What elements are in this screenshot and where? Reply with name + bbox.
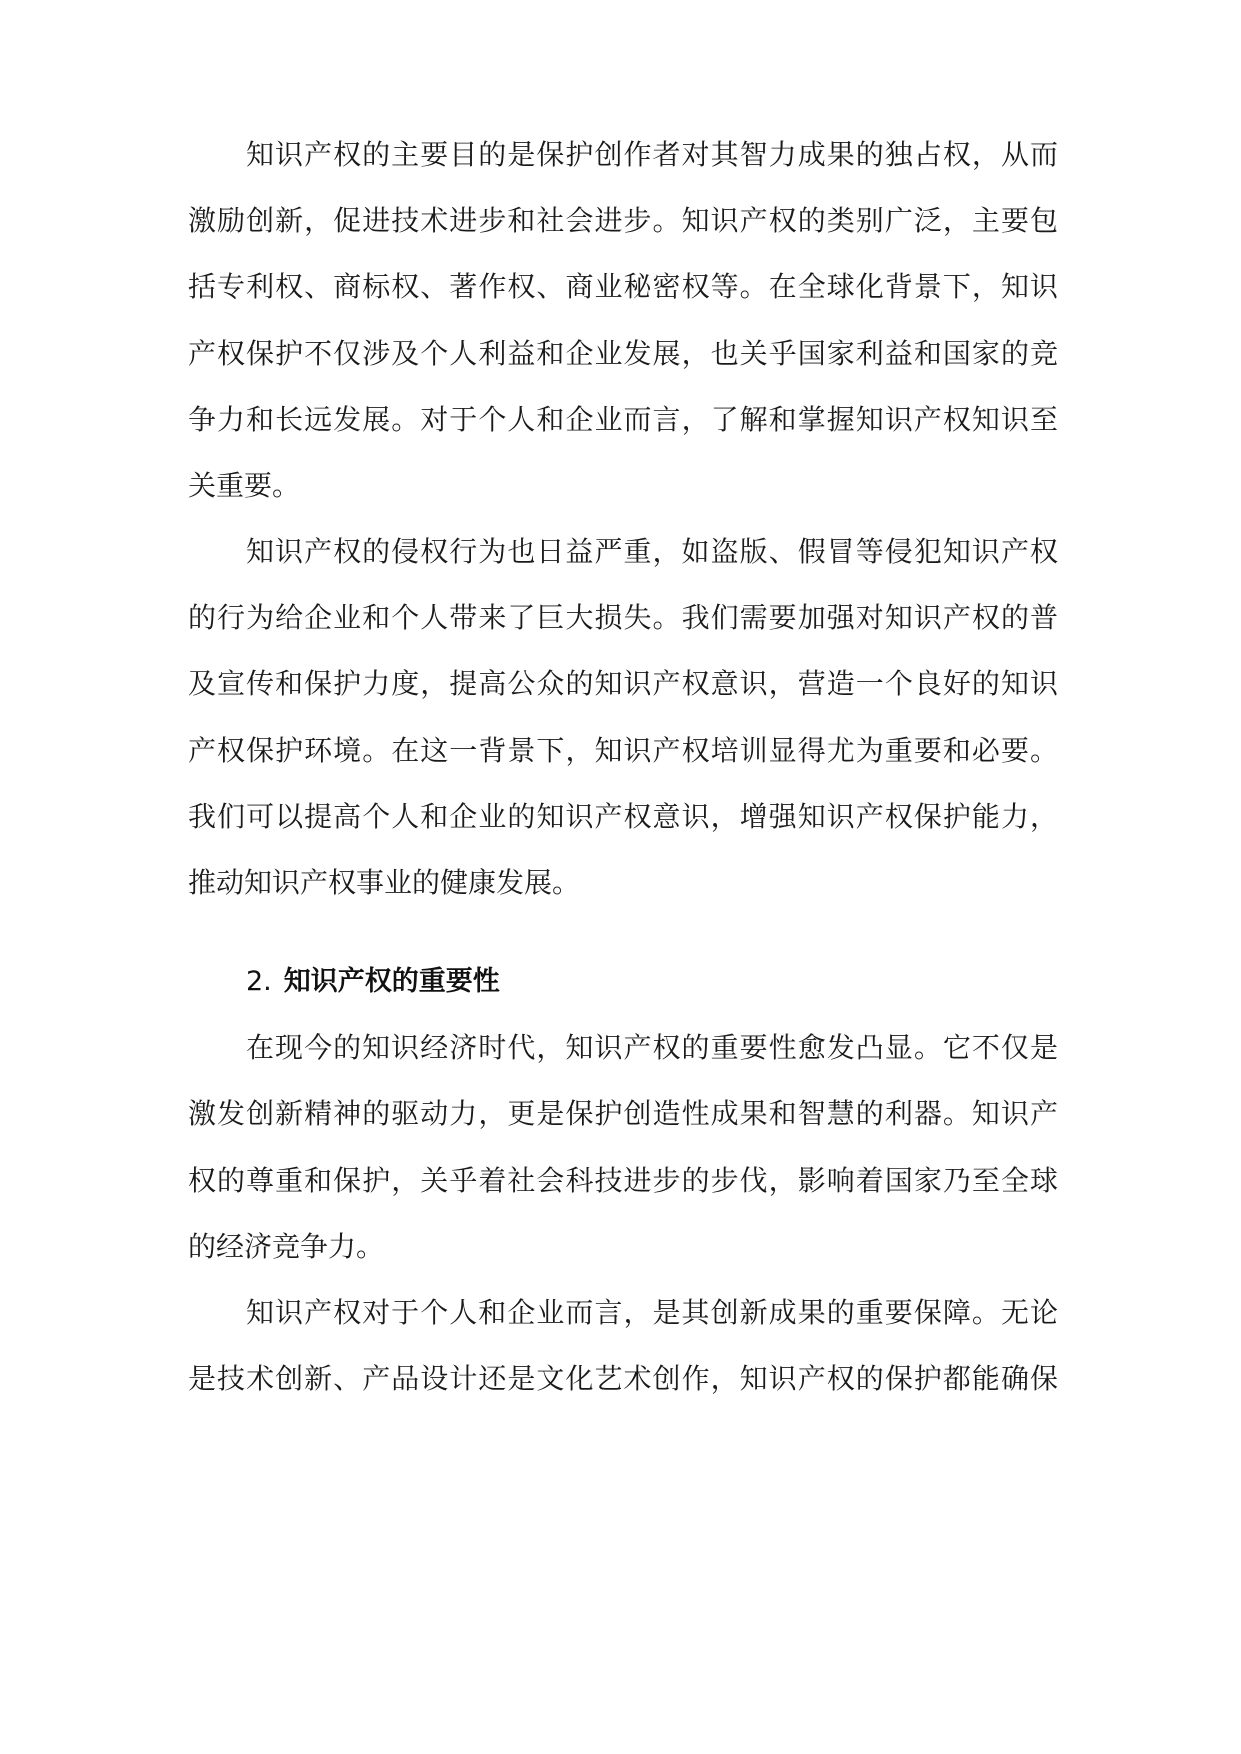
paragraph-2-line-4: 产权保护环境。在这一背景下，知识产权培训显得尤为重要和必要。 <box>188 734 1058 767</box>
paragraph-2-line-6: 推动知识产权事业的健康发展。 <box>188 866 581 899</box>
paragraph-2-line-1: 知识产权的侵权行为也日益严重，如盗版、假冒等侵犯知识产权 <box>246 535 1058 568</box>
section-paragraph-2-line-2: 是技术创新、产品设计还是文化艺术创作，知识产权的保护都能确保 <box>188 1362 1058 1395</box>
paragraph-1-line-2: 激励创新，促进技术进步和社会进步。知识产权的类别广泛，主要包 <box>188 204 1058 237</box>
paragraph-1-line-6: 关重要。 <box>188 469 301 502</box>
paragraph-2-line-3: 及宣传和保护力度，提高公众的知识产权意识，营造一个良好的知识 <box>188 667 1058 700</box>
section-heading <box>246 962 500 1002</box>
paragraph-2-line-2: 的行为给企业和个人带来了巨大损失。我们需要加强对知识产权的普 <box>188 601 1058 634</box>
section-paragraph-2-line-1: 知识产权对于个人和企业而言，是其创新成果的重要保障。无论 <box>246 1296 1058 1329</box>
paragraph-2-line-5: 我们可以提高个人和企业的知识产权意识，增强知识产权保护能力， <box>188 800 1058 833</box>
paragraph-1-line-5: 争力和长远发展。对于个人和企业而言，了解和掌握知识产权知识至 <box>188 403 1058 436</box>
section-paragraph-1-line-1: 在现今的知识经济时代，知识产权的重要性愈发凸显。它不仅是 <box>246 1031 1058 1064</box>
paragraph-1-line-1: 知识产权的主要目的是保护创作者对其智力成果的独占权，从而 <box>246 138 1058 171</box>
paragraph-1-line-4: 产权保护不仅涉及个人利益和企业发展，也关乎国家利益和国家的竞 <box>188 337 1058 370</box>
section-title: 知识产权的重要性 <box>283 966 500 997</box>
paragraph-1-line-3: 括专利权、商标权、著作权、商业秘密权等。在全球化背景下，知识 <box>188 270 1058 303</box>
section-paragraph-1-line-2: 激发创新精神的驱动力，更是保护创造性成果和智慧的利器。知识产 <box>188 1097 1058 1130</box>
section-paragraph-1-line-3: 权的尊重和保护，关乎着社会科技进步的步伐，影响着国家乃至全球 <box>188 1164 1058 1197</box>
section-paragraph-1-line-4: 的经济竞争力。 <box>188 1230 385 1263</box>
section-number: 2. <box>246 966 272 997</box>
